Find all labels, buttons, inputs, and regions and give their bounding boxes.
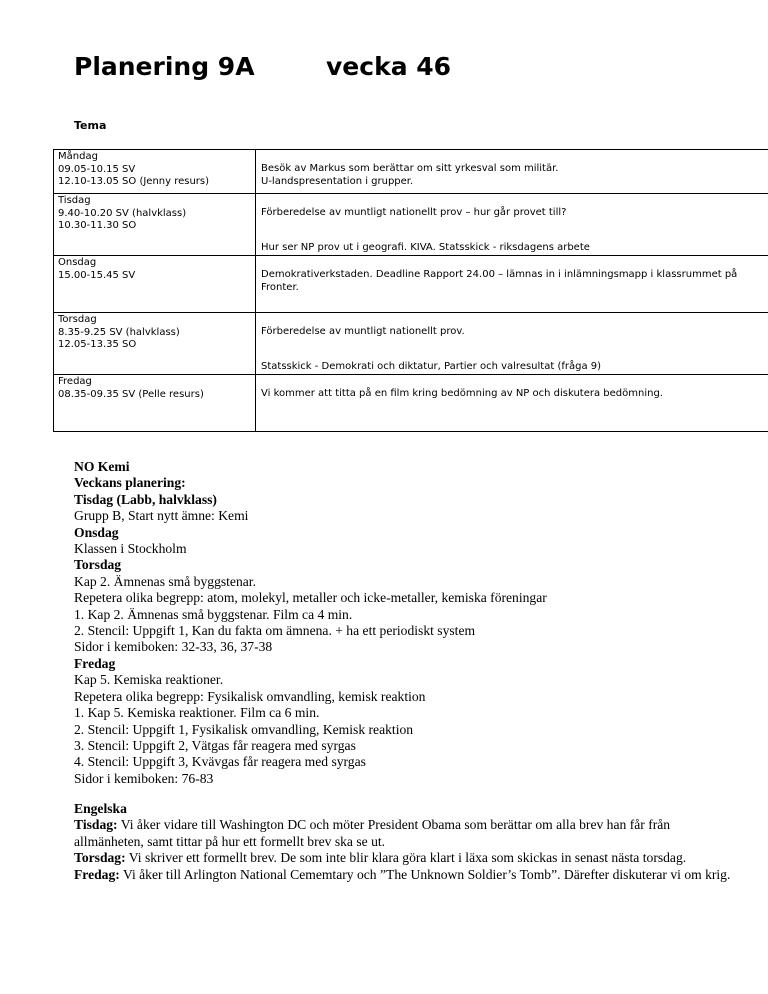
day-cell: Måndag 09.05-10.15 SV 12.10-13.05 SO (Jenny resurs) — [54, 150, 256, 194]
paragraph — [74, 817, 734, 850]
text-line: Kap 5. Kemiska reaktioner. — [74, 672, 224, 688]
day-cell: Fredag 08.35-09.35 SV (Pelle resurs) — [54, 375, 256, 432]
page-title: Planering 9A — [74, 52, 255, 81]
text-line: 1. Kap 2. Ämnenas små byggstenar. Film ca 4 min. — [74, 606, 353, 622]
activity-cell — [256, 375, 768, 432]
day-text: Vi åker vidare till Washington DC och möter President Obama som berättar om alla brev han får från allmänheten, samt tittar på hur ett formellt brev ska se ut. — [74, 817, 671, 849]
text-line: Sidor i kemiboken: 32-33, 36, 37-38 — [74, 639, 273, 655]
section-heading: NO Kemi — [74, 459, 130, 474]
day-text: Vi åker till Arlington National Cememtary och ”The Unknown Soldier’s Tomb”. Därefter diskuterar vi om krig. — [119, 866, 731, 882]
text-line: 1. Kap 5. Kemiska reaktioner. Film ca 6 min. — [74, 705, 320, 721]
day-heading: Onsdag — [74, 524, 119, 540]
activity-line: Demokrativerkstaden. Deadline Rapport 24.00 – lämnas in i inlämningsmapp i klassrummet på Fronter. — [261, 269, 738, 293]
day-heading: Tisdag (Labb, halvklass) — [74, 491, 217, 507]
table-row — [54, 194, 768, 256]
activity-line: Statsskick - Demokrati och diktatur, Partier och valresultat (fråga 9) — [261, 360, 602, 372]
table-row — [54, 375, 768, 432]
engelska-section — [74, 801, 734, 883]
text-line: 4. Stencil: Uppgift 3, Kvävgas får reagera med syrgas — [74, 754, 366, 770]
day-label: Tisdag: — [74, 817, 118, 833]
text-line: Sidor i kemiboken: 76-83 — [74, 770, 214, 786]
text-line: Repetera olika begrepp: atom, molekyl, metaller och icke-metaller, kemiska föreningar — [74, 590, 547, 606]
section-heading: Engelska — [74, 801, 127, 816]
activity-cell — [256, 313, 768, 375]
activity-cell — [256, 256, 768, 313]
activity-cell — [256, 194, 768, 256]
activity-line: Besök av Markus som berättar om sitt yrkesval som militär. — [261, 163, 559, 174]
week-label: vecka 46 — [326, 52, 452, 81]
activity-line: Förberedelse av muntligt nationellt prov – hur går provet till? — [261, 207, 567, 218]
text-line: 2. Stencil: Uppgift 1, Fysikalisk omvandling, Kemisk reaktion — [74, 721, 414, 737]
section-subheading: Veckans planering: — [74, 475, 186, 491]
schedule-table — [53, 149, 768, 432]
activity-line: Hur ser NP prov ut i geografi. KIVA. Statsskick - riksdagens arbete — [261, 241, 590, 253]
activity-cell — [256, 150, 768, 194]
text-line: 2. Stencil: Uppgift 1, Kan du fakta om ämnena. + ha ett periodiskt system — [74, 623, 476, 639]
text-line: Grupp B, Start nytt ämne: Kemi — [74, 508, 249, 524]
day-cell: Tisdag 9.40-10.20 SV (halvklass) 10.30-11.30 SO — [54, 194, 256, 256]
text-line: 3. Stencil: Uppgift 2, Vätgas får reagera med syrgas — [74, 737, 356, 753]
day-text: Vi skriver ett formellt brev. De som inte blir klara göra klart i läxa som skickas in senast nästa torsdag. — [125, 850, 687, 866]
day-cell: Torsdag 8.35-9.25 SV (halvklass) 12.05-13.35 SO — [54, 313, 256, 375]
text-line: Kap 2. Ämnenas små byggstenar. — [74, 573, 256, 589]
table-row — [54, 150, 768, 194]
day-heading: Fredag — [74, 655, 116, 671]
activity-line: Förberedelse av muntligt nationellt prov. — [261, 326, 465, 337]
day-label: Torsdag: — [74, 850, 126, 866]
tema-label: Tema — [74, 119, 107, 132]
text-line: Klassen i Stockholm — [74, 541, 187, 557]
table-row — [54, 256, 768, 313]
day-label: Fredag: — [74, 866, 120, 882]
activity-line: U-landspresentation i grupper. — [261, 175, 414, 187]
day-cell: Onsdag 15.00-15.45 SV — [54, 256, 256, 313]
day-heading: Torsdag — [74, 557, 122, 573]
activity-line: Vi kommer att titta på en film kring bedömning av NP och diskutera bedömning. — [261, 388, 663, 399]
paragraph — [74, 850, 734, 866]
paragraph — [74, 867, 734, 883]
table-row — [54, 313, 768, 375]
kemi-section — [74, 459, 734, 787]
text-line: Repetera olika begrepp: Fysikalisk omvandling, kemisk reaktion — [74, 688, 426, 704]
